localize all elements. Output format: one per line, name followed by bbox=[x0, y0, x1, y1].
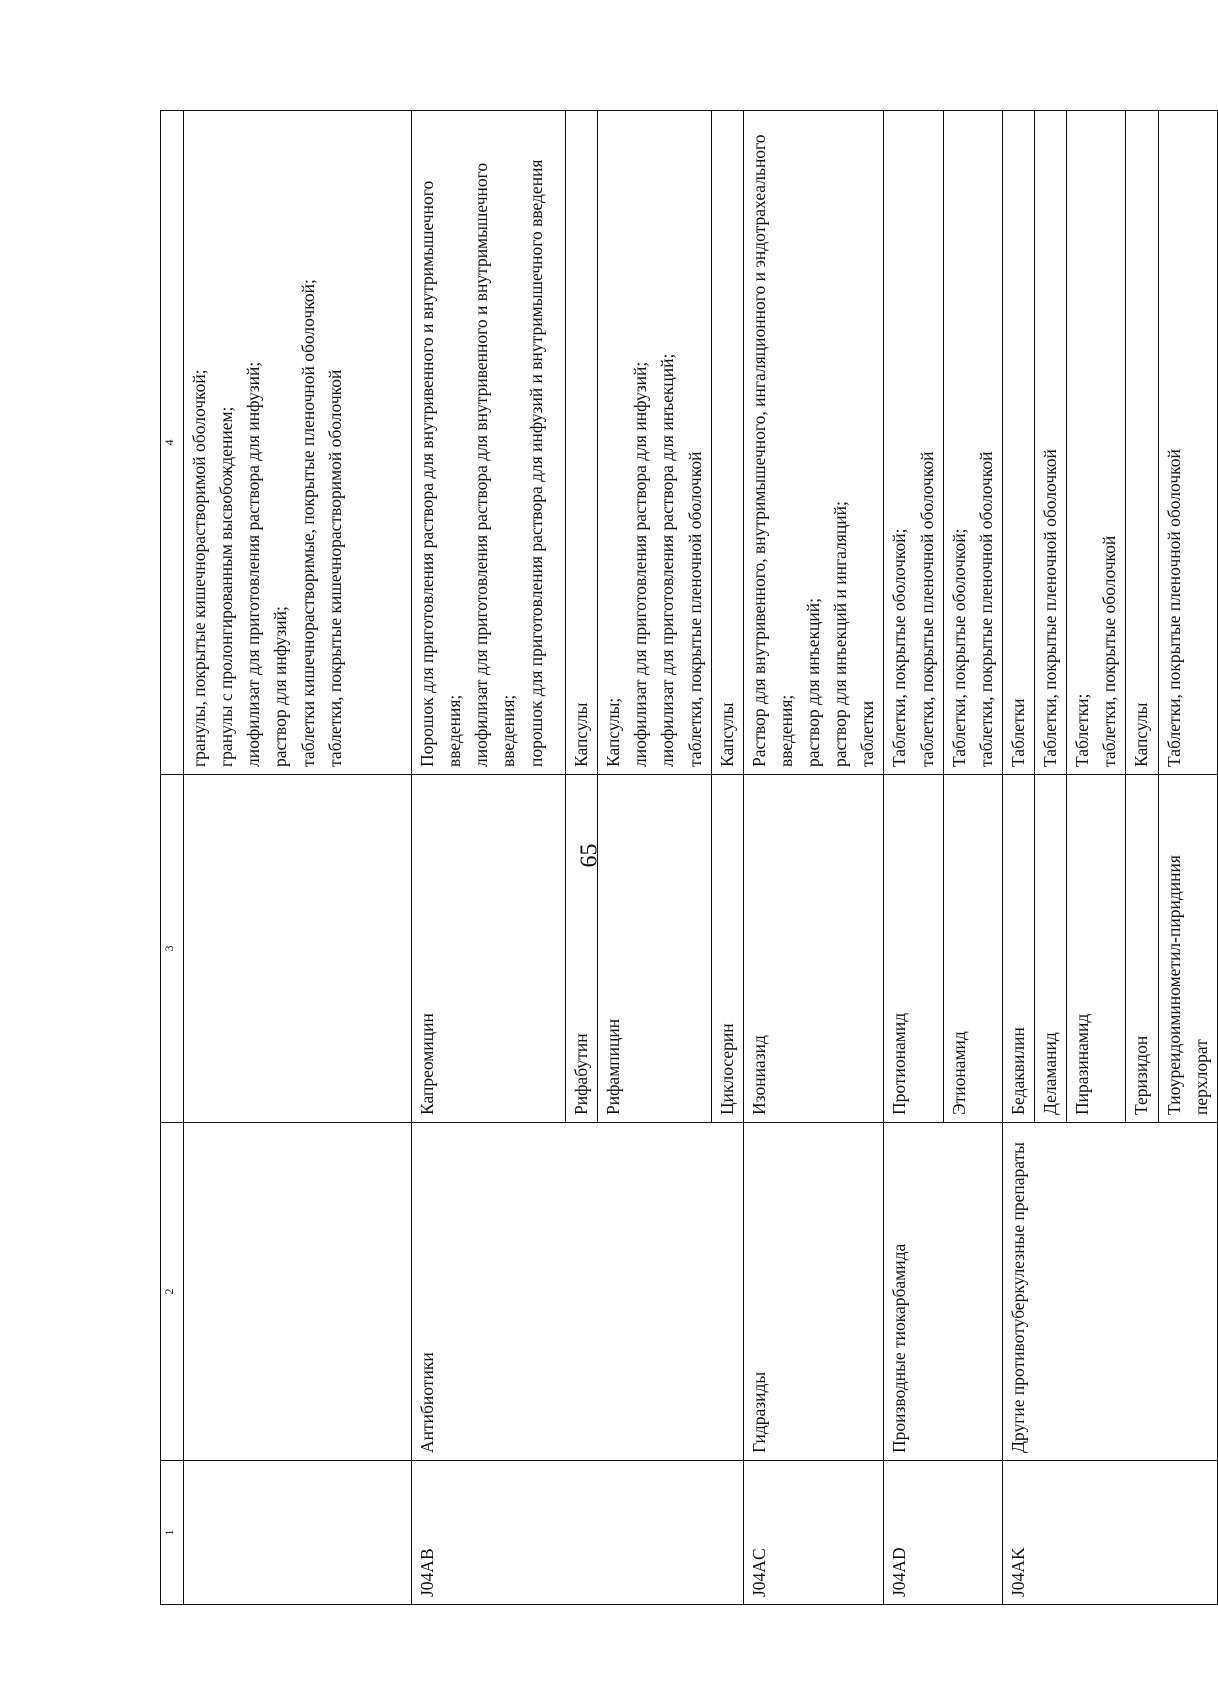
column-header-row bbox=[161, 111, 184, 1605]
dosage-forms-cell bbox=[598, 111, 712, 775]
dosage-form-line: таблетки bbox=[857, 700, 878, 767]
dosage-form-line: Таблетки, покрытые пленочной оболочкой bbox=[1163, 449, 1184, 767]
dosage-form-line: Таблетки, покрытые оболочкой; bbox=[889, 528, 910, 767]
dosage-forms-cell bbox=[1002, 111, 1034, 775]
group-name-cell: Антибиотики bbox=[412, 1123, 744, 1461]
drug-name-cell: Бедаквилин bbox=[1002, 775, 1034, 1123]
group-name-cell: Производные тиокарбамида bbox=[884, 1123, 1003, 1461]
table-row bbox=[1002, 111, 1034, 1605]
table-row bbox=[884, 111, 943, 1605]
drug-name-cell: Циклосерин bbox=[711, 775, 743, 1123]
table-row bbox=[184, 111, 412, 1605]
dosage-form-line: Таблетки; bbox=[1072, 693, 1093, 767]
drug-name-cell: Тиоуреидоиминометил-пиридиния перхлорат bbox=[1158, 775, 1217, 1123]
dosage-form-line: Раствор для внутривенного, внутримышечного, ингаляционного и эндотрахеального введения; bbox=[748, 134, 796, 767]
drug-name-cell: Теризидон bbox=[1126, 775, 1158, 1123]
dosage-form-line: Таблетки bbox=[1007, 698, 1028, 767]
dosage-forms-cell bbox=[1126, 111, 1158, 775]
column-header: 1 bbox=[161, 1461, 184, 1605]
dosage-form-line: Капсулы; bbox=[603, 697, 624, 767]
dosage-form-line: лиофилизат для приготовления раствора для инъекций; bbox=[657, 353, 678, 767]
group-name-cell bbox=[184, 1123, 412, 1461]
dosage-forms-cell bbox=[943, 111, 1002, 775]
dosage-form-line: таблетки, покрытые пленочной оболочкой bbox=[916, 451, 937, 767]
dosage-forms-cell bbox=[1158, 111, 1217, 775]
dosage-form-line: Порошок для приготовления раствора для внутривенного и внутримышечного введения; bbox=[417, 180, 465, 767]
drug-name-cell: Пиразинамид bbox=[1067, 775, 1126, 1123]
dosage-form-line: Таблетки, покрытые пленочной оболочкой bbox=[1040, 449, 1060, 767]
dosage-form-line: таблетки, покрытые оболочкой bbox=[1099, 535, 1120, 767]
dosage-forms-cell bbox=[184, 111, 412, 775]
drug-name-cell bbox=[184, 775, 412, 1123]
rotated-table-wrapper bbox=[160, 110, 1211, 1605]
group-name-cell: Другие противотуберкулезные препараты bbox=[1002, 1123, 1217, 1461]
dosage-form-line: раствор для инъекций; bbox=[803, 597, 823, 767]
column-header: 3 bbox=[161, 775, 184, 1123]
dosage-forms-cell bbox=[1035, 111, 1067, 775]
dosage-form-line: таблетки, покрытые пленочной оболочкой bbox=[975, 451, 996, 767]
atc-code-cell: J04AD bbox=[884, 1461, 1003, 1605]
dosage-form-line: порошок для приготовления раствора для инфузий и внутримышечного введения bbox=[525, 159, 546, 767]
dosage-form-line: гранулы с пролонгированным высвобождением; bbox=[216, 406, 237, 767]
dosage-forms-cell bbox=[884, 111, 943, 775]
atc-code-cell: J04AK bbox=[1002, 1461, 1217, 1605]
dosage-form-line: лиофилизат для приготовления раствора для внутривенного и внутримышечного введения; bbox=[471, 162, 519, 767]
dosage-forms-cell bbox=[1067, 111, 1126, 775]
column-header: 2 bbox=[161, 1123, 184, 1461]
dosage-form-line: Капсулы bbox=[1131, 702, 1152, 767]
dosage-forms-cell bbox=[566, 111, 598, 775]
dosage-form-line: Капсулы bbox=[716, 702, 737, 767]
atc-code-cell: J04AC bbox=[743, 1461, 884, 1605]
page-number: 65 bbox=[576, 843, 603, 868]
drug-name-cell: Рифампицин bbox=[598, 775, 712, 1123]
drug-name-cell: Капреомицин bbox=[412, 775, 566, 1123]
group-name-cell: Гидразиды bbox=[743, 1123, 884, 1461]
drug-name-cell: Деламанид bbox=[1035, 775, 1067, 1123]
drug-name-cell: Протионамид bbox=[884, 775, 943, 1123]
atc-code-cell: J04AB bbox=[412, 1461, 744, 1605]
dosage-form-line: лиофилизат для приготовления раствора для инфузий; bbox=[630, 361, 651, 767]
dosage-form-line: таблетки кишечнорастворимые, покрытые пленочной оболочкой; bbox=[297, 279, 318, 767]
dosage-form-line: таблетки, покрытые кишечнорастворимой оболочкой bbox=[324, 369, 345, 767]
dosage-form-line: гранулы, покрытые кишечнорастворимой оболочкой; bbox=[189, 369, 209, 767]
drug-table bbox=[160, 110, 1218, 1605]
column-header: 4 bbox=[161, 111, 184, 775]
table-row bbox=[412, 111, 566, 1605]
table-row bbox=[743, 111, 884, 1605]
dosage-form-line: Таблетки, покрытые оболочкой; bbox=[948, 528, 969, 767]
drug-name-cell: Этионамид bbox=[943, 775, 1002, 1123]
dosage-form-line: Капсулы bbox=[571, 702, 591, 767]
dosage-form-line: раствор для инфузий; bbox=[270, 606, 291, 767]
dosage-form-line: лиофилизат для приготовления раствора для инфузий; bbox=[243, 361, 264, 767]
drug-name-cell: Изониазид bbox=[743, 775, 884, 1123]
atc-code-cell bbox=[184, 1461, 412, 1605]
drug-name-cell: Рифабутин bbox=[566, 775, 598, 1123]
dosage-forms-cell bbox=[711, 111, 743, 775]
dosage-forms-cell bbox=[743, 111, 884, 775]
dosage-form-line: раствор для инъекций и ингаляций; bbox=[830, 501, 851, 767]
dosage-form-line: таблетки, покрытые пленочной оболочкой bbox=[684, 451, 705, 767]
dosage-forms-cell bbox=[412, 111, 566, 775]
